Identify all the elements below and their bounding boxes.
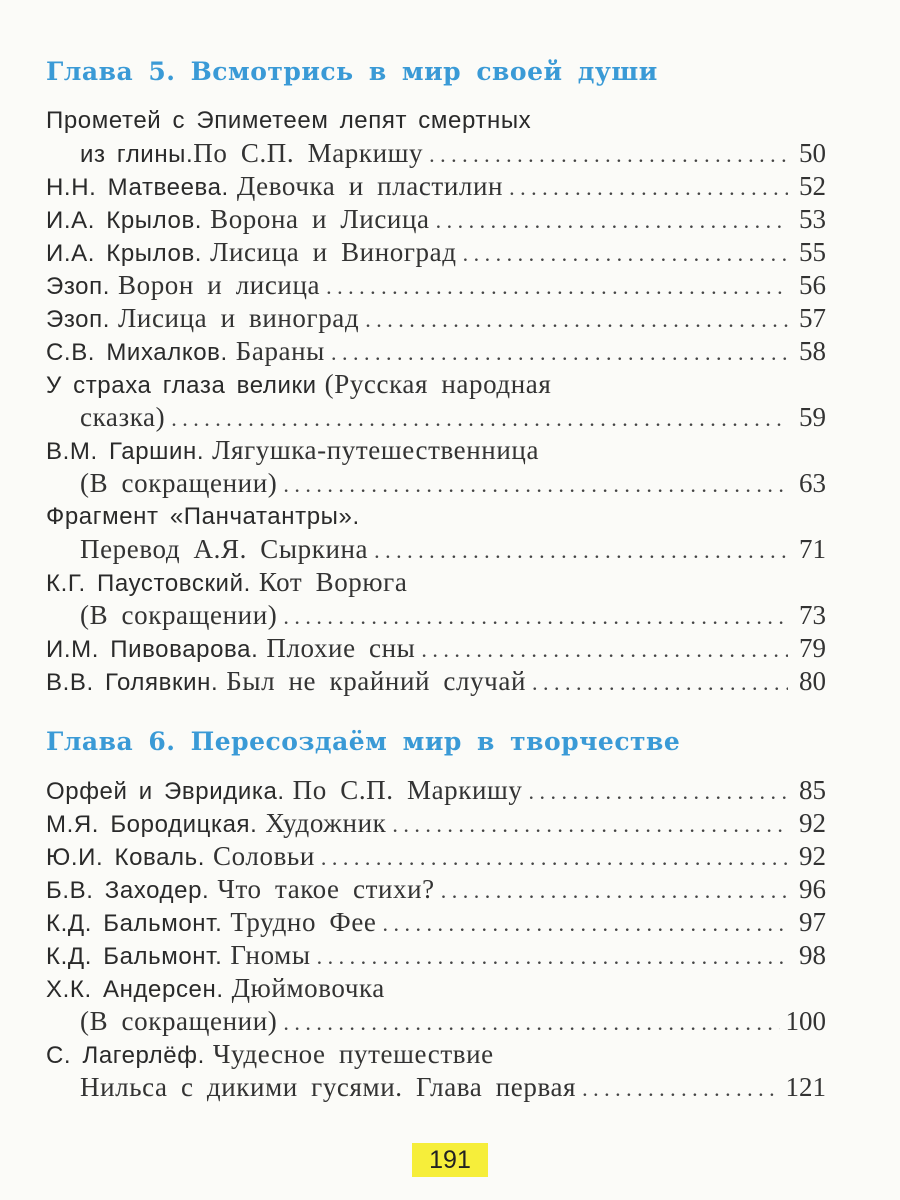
chapter-title: Глава 5. Всмотрись в мир своей души <box>46 57 658 86</box>
dot-leader <box>392 808 788 841</box>
toc-line <box>46 434 826 467</box>
entry-page-number: 96 <box>799 874 826 904</box>
toc-entry[interactable] <box>46 939 826 972</box>
entry-author: К.Г. Паустовский. <box>46 570 251 597</box>
toc-line <box>46 269 826 302</box>
toc-entry[interactable] <box>46 1038 826 1104</box>
entry-author: М.Я. Бородицкая. <box>46 811 258 838</box>
toc-entry[interactable] <box>46 302 826 335</box>
toc-entry[interactable] <box>46 807 826 840</box>
toc-line <box>46 368 826 401</box>
entry-title: По С.П. Маркишу <box>193 138 424 168</box>
entry-title: Перевод А.Я. Сыркина <box>80 534 369 564</box>
toc-line <box>46 137 826 170</box>
dot-leader <box>383 907 788 940</box>
dot-leader <box>365 303 788 336</box>
entry-title: Плохие сны <box>266 633 416 663</box>
entry-author: В.В. Голявкин. <box>46 669 219 696</box>
toc-line <box>46 840 826 873</box>
entry-page-number: 97 <box>799 907 826 937</box>
entry-page-number: 53 <box>799 204 826 234</box>
toc-line <box>46 1071 826 1104</box>
entry-page-number: 79 <box>799 633 826 663</box>
entry-title: Ворон и лисица <box>118 270 321 300</box>
entry-title: сказка) <box>80 402 166 432</box>
toc-entry[interactable] <box>46 840 826 873</box>
toc-entry[interactable] <box>46 434 826 500</box>
toc-line <box>46 203 826 236</box>
dot-leader <box>374 534 788 567</box>
entry-author: Эзоп. <box>46 273 110 300</box>
entry-page-number: 50 <box>799 138 826 168</box>
dot-leader <box>441 874 788 907</box>
toc-entry[interactable] <box>46 500 826 566</box>
entry-author: И.А. Крылов. <box>46 240 203 267</box>
dot-leader <box>321 841 788 874</box>
entry-author: И.М. Пивоварова. <box>46 636 259 663</box>
toc-line <box>46 774 826 807</box>
entry-title: (В сокращении) <box>80 1006 278 1036</box>
entry-page-number: 85 <box>799 775 826 805</box>
toc-line <box>46 599 826 632</box>
entry-page-number: 121 <box>785 1072 826 1102</box>
toc-line <box>46 632 826 665</box>
entry-page-number: 59 <box>799 402 826 432</box>
entry-title: По С.П. Маркишу <box>292 775 523 805</box>
toc-entry[interactable] <box>46 170 826 203</box>
toc-line <box>46 873 826 906</box>
toc-line <box>46 170 826 203</box>
dot-leader <box>283 468 788 501</box>
toc-line <box>46 807 826 840</box>
toc-entry[interactable] <box>46 906 826 939</box>
entry-author: Орфей и Эвридика. <box>46 778 285 805</box>
toc-entry[interactable] <box>46 632 826 665</box>
toc-line <box>46 972 826 1005</box>
entry-page-number: 52 <box>799 171 826 201</box>
toc-line <box>46 302 826 335</box>
toc-line <box>46 401 826 434</box>
toc-entry[interactable] <box>46 236 826 269</box>
toc-line <box>46 1038 826 1071</box>
entry-title: Кот Ворюга <box>258 567 408 597</box>
entry-title: Соловьи <box>213 841 315 871</box>
entry-page-number: 58 <box>799 336 826 366</box>
dot-leader <box>509 171 788 204</box>
toc-entry[interactable] <box>46 873 826 906</box>
toc-line <box>46 467 826 500</box>
entry-author: из глины. <box>80 141 194 168</box>
entry-title: Лисица и Виноград <box>210 237 457 267</box>
entry-title: Художник <box>265 808 387 838</box>
entry-title: Лягушка-путешественница <box>212 435 540 465</box>
entry-author: С. Лагерлёф. <box>46 1042 205 1069</box>
entry-author: С.В. Михалков. <box>46 339 228 366</box>
entry-title: Трудно Фее <box>230 907 377 937</box>
entry-title: Нильса с дикими гусями. Глава первая <box>80 1072 577 1102</box>
entry-title: Был не крайний случай <box>226 666 526 696</box>
toc-entry[interactable] <box>46 269 826 302</box>
dot-leader <box>331 336 788 369</box>
toc-line <box>46 906 826 939</box>
toc-line <box>46 1005 826 1038</box>
dot-leader <box>326 270 788 303</box>
dot-leader <box>429 138 788 171</box>
toc-line <box>46 500 826 533</box>
entry-author: Эзоп. <box>46 306 110 333</box>
dot-leader <box>582 1072 779 1105</box>
dot-leader <box>283 1006 779 1039</box>
entry-page-number: 63 <box>799 468 826 498</box>
entry-author: К.Д. Бальмонт. <box>46 943 223 970</box>
entry-page-number: 73 <box>799 600 826 630</box>
dot-leader <box>436 204 788 237</box>
entry-title: Лисица и виноград <box>118 303 360 333</box>
toc-entry[interactable] <box>46 774 826 807</box>
entry-title: Что такое стихи? <box>217 874 435 904</box>
entry-page-number: 100 <box>785 1006 826 1036</box>
entry-title: (Русская народная <box>324 369 552 399</box>
entry-author: Н.Н. Матвеева. <box>46 174 229 201</box>
entry-page-number: 71 <box>799 534 826 564</box>
entry-author: К.Д. Бальмонт. <box>46 910 223 937</box>
dot-leader <box>171 402 788 435</box>
toc-line <box>46 236 826 269</box>
table-of-contents <box>46 40 826 1104</box>
toc-line <box>46 533 826 566</box>
entry-page-number: 98 <box>799 940 826 970</box>
entry-author: Фрагмент «Панчатантры». <box>46 503 360 530</box>
entry-author: Прометей с Эпиметеем лепят смертных <box>46 107 532 134</box>
toc-line <box>46 104 826 137</box>
toc-entry[interactable] <box>46 665 826 698</box>
entry-author: Б.В. Заходер. <box>46 877 210 904</box>
toc-entry[interactable] <box>46 972 826 1038</box>
entry-page-number: 55 <box>799 237 826 267</box>
entry-title: Девочка и пластилин <box>236 171 504 201</box>
entry-page-number: 56 <box>799 270 826 300</box>
entry-title: Бараны <box>235 336 325 366</box>
toc-entry[interactable] <box>46 104 826 170</box>
chapter-title: Глава 6. Пересоздаём мир в творчестве <box>46 727 681 756</box>
entry-title: Дюймовочка <box>231 973 385 1003</box>
dot-leader <box>317 940 788 973</box>
entry-page-number: 80 <box>799 666 826 696</box>
entry-page-number: 57 <box>799 303 826 333</box>
page-number-badge: 191 <box>412 1143 488 1177</box>
toc-line <box>46 939 826 972</box>
entry-page-number: 92 <box>799 808 826 838</box>
entry-title: Гномы <box>230 940 311 970</box>
entry-title: Чудесное путешествие <box>212 1039 494 1069</box>
dot-leader <box>463 237 788 270</box>
dot-leader <box>529 775 788 808</box>
entry-page-number: 92 <box>799 841 826 871</box>
dot-leader <box>421 633 788 666</box>
entry-author: Х.К. Андерсен. <box>46 976 224 1003</box>
entry-title: (В сокращении) <box>80 600 278 630</box>
toc-entry[interactable] <box>46 335 826 368</box>
dot-leader <box>532 666 788 699</box>
entry-author: Ю.И. Коваль. <box>46 844 206 871</box>
entry-author: У страха глаза велики <box>46 372 317 399</box>
toc-entry[interactable] <box>46 203 826 236</box>
entry-title: Ворона и Лисица <box>210 204 430 234</box>
entry-author: В.М. Гаршин. <box>46 438 205 465</box>
entry-title: (В сокращении) <box>80 468 278 498</box>
dot-leader <box>283 600 788 633</box>
toc-line <box>46 335 826 368</box>
entry-author: И.А. Крылов. <box>46 207 203 234</box>
toc-line <box>46 665 826 698</box>
toc-line <box>46 566 826 599</box>
toc-entry[interactable] <box>46 368 826 434</box>
toc-entry[interactable] <box>46 566 826 632</box>
